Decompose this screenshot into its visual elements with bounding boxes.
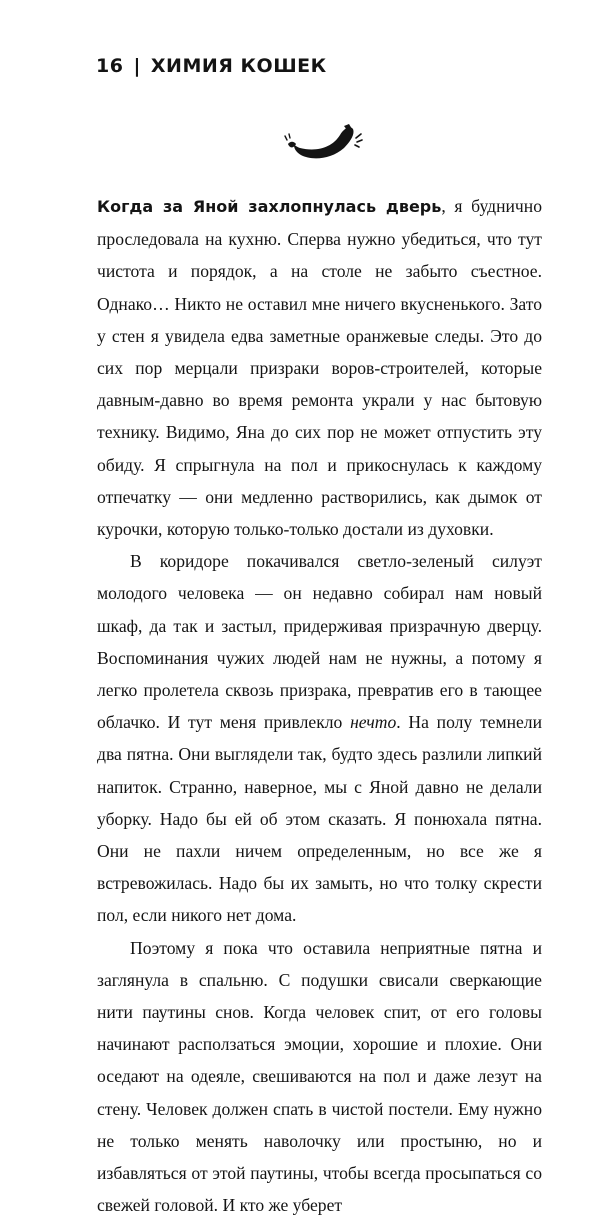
page-number: 16: [96, 55, 124, 77]
main-text: [97, 190, 542, 1222]
header-separator: |: [133, 55, 141, 77]
paragraph-text: , я буднично проследовала на кухню. Сперва нужно убедиться, что тут чистота и порядок, а на столе не забыто съестное. Однако… Никто не оставил мне ничего вкусненького. Зато у стен я увидела едва заметные оранжевые следы. Это до сих пор мерцали призраки воров-строителей, которые давным-давно во время ремонта украли у нас бытовую технику. Видимо, Яна до сих пор не может отпустить эту обиду. Я спрыгнула на пол и прикоснулась к каждому отпечатку — они медленно растворились, как дымок от курочки, которую только-только достали из духовки.: [97, 196, 542, 540]
paragraph-text: . На полу темнели два пятна. Они выглядели так, будто здесь разлили липкий напиток. Странно, наверное, мы с Яной давно не делали уборку. Надо бы ей об этом сказать. Я понюхала пятна. Они не пахли ничем определенным, но все же я встревожилась. Надо бы их замыть, но что толку скрести пол, если никого нет дома.: [97, 712, 542, 926]
paragraph: Поэтому я пока что оставила неприятные пятна и заглянула в спальню. С подушки свисали сверкающие нити паутины снов. Когда человек спит, от его головы начинают расползаться эмоции, хорошие и плохие. Они оседают на одеяле, свешиваются на пол и даже лезут на стену. Человек должен спать в чистой постели. Ему нужно не только менять наволочку или простыню, но и избавляться от этой паутины, чтобы всегда просыпаться со свежей головой. И кто же уберет: [97, 937, 542, 1216]
sausage-icon: [284, 122, 364, 172]
paragraph-text: В коридоре покачивался светло-зеленый силуэт молодого человека — он недавно собирал нам новый шкаф, да так и застыл, придерживая призрачную дверцу. Воспоминания чужих людей нам не нужны, а потому я легко пролетела сквозь призрака, превратив его в тающее облачко. И тут меня привлекло: [97, 551, 542, 733]
paragraph: [97, 545, 542, 931]
paragraph-lead-phrase: Когда за Яной захлопнулась дверь: [97, 197, 442, 216]
book-title: ХИМИЯ КОШЕК: [150, 55, 327, 77]
running-head: [96, 55, 327, 77]
paragraph: [97, 190, 542, 545]
emphasized-word: нечто: [350, 712, 397, 733]
